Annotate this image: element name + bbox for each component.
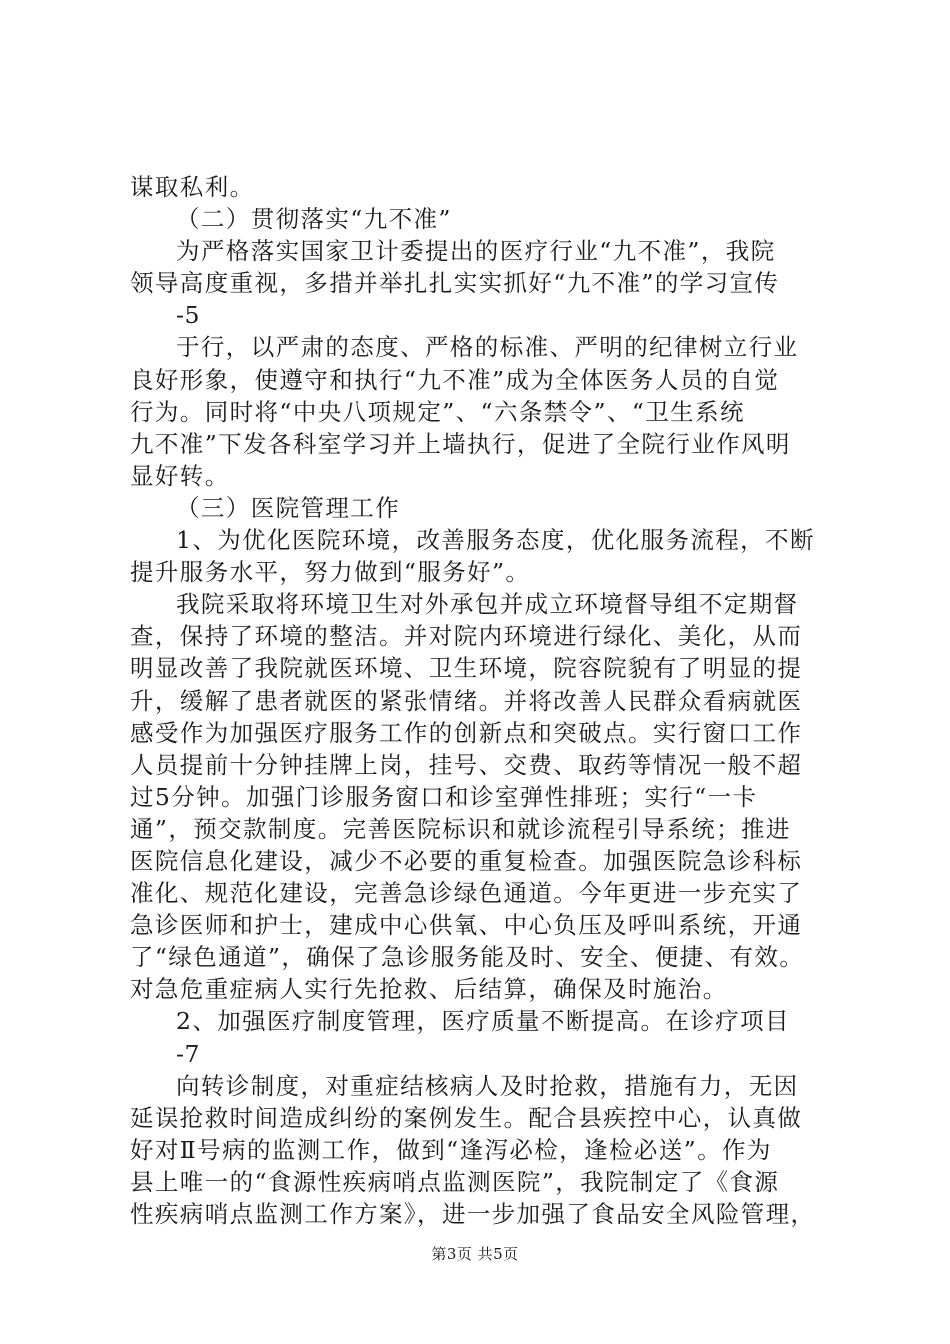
body-line: 准化、规范化建设，完善急诊绿色通道。今年更进一步充实了 [130,879,803,908]
body-line: 性疾病哨点监测工作方案》，进一步加强了食品安全风险管理， [130,1200,816,1228]
body-line: 良好形象，使遵守和执行“九不准”成为全体医务人员的自觉 [130,365,780,394]
body-line: 领导高度重视，多措并举扎扎实实抓好“九不准”的学习宣传 [130,269,780,298]
body-line: 急诊医师和护士，建成中心供氧、中心负压及呼叫系统，开通 [130,911,803,940]
body-line: 查，保持了环境的整洁。并对院内环境进行绿化、美化，从而 [130,622,803,651]
body-line: 升，缓解了患者就医的紧张情绪。并将改善人民群众看病就医 [130,686,803,715]
body-line: 谋取私利。 [130,173,255,201]
body-line: 人员提前十分钟挂牌上岗，挂号、交费、取药等情况一般不超 [130,750,803,779]
document-body [130,171,830,1230]
body-line: 提升服务水平，努力做到“服务好”。 [130,558,531,587]
body-line: 通”，预交款制度。完善医院标识和就诊流程引导系统；推进 [130,814,791,843]
body-line: 明显改善了我院就医环境、卫生环境，院容院貌有了明显的提 [130,654,803,683]
body-line: 1、为优化医院环境，改善服务态度，优化服务流程，不断 [176,526,815,555]
body-line: 过5分钟。加强门诊服务窗口和诊室弹性排班；实行“一卡 [130,782,758,811]
body-line: 我院采取将环境卫生对外承包并成立环境督导组不定期督 [176,590,799,619]
body-line: 延误抢救时间造成纠纷的案例发生。配合县疾控中心，认真做 [130,1103,803,1132]
body-line: 感受作为加强医疗服务工作的创新点和突破点。实行窗口工作 [130,718,803,747]
page-footer: 第3页 共5页 [431,1245,519,1263]
body-line: 于行，以严肃的态度、严格的标准、严明的纪律树立行业 [176,333,799,362]
body-line: 2、加强医疗制度管理，医疗质量不断提高。在诊疗项目 [176,1007,790,1036]
page-break-marker: -7 [176,1039,200,1068]
body-line: 九不准”下发各科室学习并上墙执行，促进了全院行业作风明 [130,429,791,458]
page-break-marker: -5 [176,301,200,330]
body-line: 好对Ⅱ号病的监测工作，做到“逢泻必检，逢检必送”。作为 [130,1135,772,1164]
body-line: 医院信息化建设，减少不必要的重复检查。加强医院急诊科标 [130,846,803,875]
section-heading: （二）贯彻落实“九不准” [176,205,452,234]
body-line: 行为。同时将“中央八项规定”、“六条禁令”、“卫生系统 [130,397,745,426]
body-line: 了“绿色通道”，确保了急诊服务能及时、安全、便捷、有效。 [130,943,805,972]
body-line: 向转诊制度，对重症结核病人及时抢救，措施有力，无因 [176,1071,799,1100]
body-line: 为严格落实国家卫计委提出的医疗行业“九不准”，我院 [176,237,776,266]
body-line: 县上唯一的“食源性疾病哨点监测医院”，我院制定了《食源 [130,1167,780,1196]
body-line: 显好转。 [130,461,230,490]
body-line: 对急危重症病人实行先抢救、后结算，确保及时施治。 [130,975,728,1004]
section-heading: （三）医院管理工作 [176,493,401,522]
